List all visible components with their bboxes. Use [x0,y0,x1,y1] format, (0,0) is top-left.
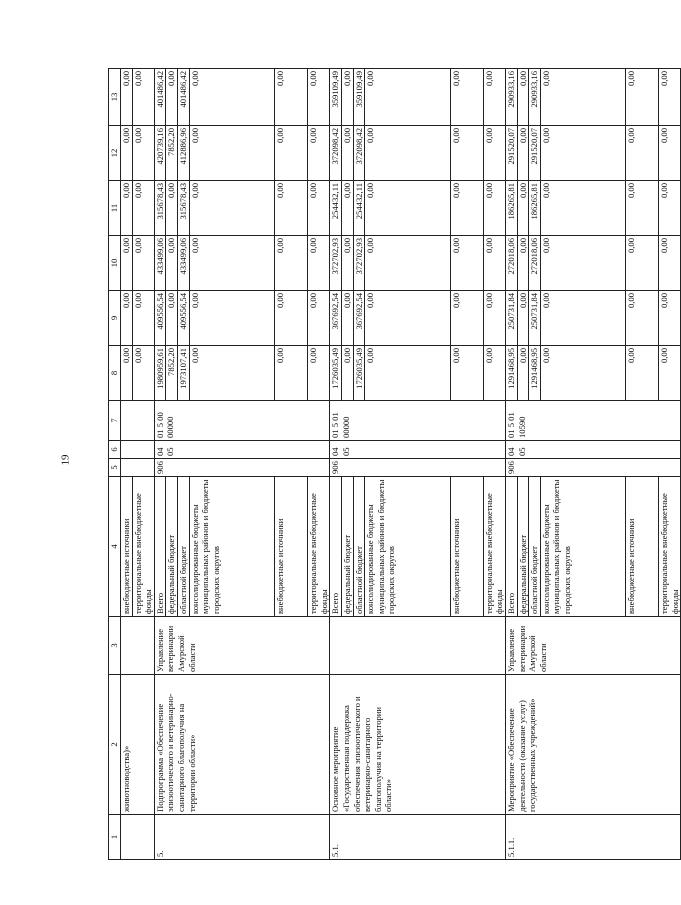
amount-cell: 0,00 [626,69,659,126]
amount-cell: 0,00 [341,181,353,236]
amount-cell: 0,00 [121,291,133,346]
amount-cell: 272018,06 [529,236,541,291]
executor-cell [330,617,506,675]
block-row [330,69,342,860]
amount-cell: 0,00 [275,69,308,126]
amount-cell: 0,00 [450,346,483,401]
amount-cell: 0,00 [189,126,275,181]
amount-cell: 0,00 [166,291,178,346]
amount-cell: 0,00 [166,236,178,291]
amount-cell: 0,00 [450,181,483,236]
source-cell: внебюджетные источники [450,477,483,617]
amount-cell: 433499,06 [177,236,189,291]
header-row [109,69,121,860]
source-cell: областной бюджет [353,477,365,617]
amount-cell: 0,00 [121,126,133,181]
amount-cell: 0,00 [450,69,483,126]
amount-cell: 433499,06 [154,236,166,291]
amount-cell: 0,00 [483,346,505,401]
source-cell: консолидированные бюджеты муниципальных районов и бюджеты городских округов [189,477,275,617]
header-cell-2: 2 [109,675,121,815]
page-number: 19 [59,454,72,466]
source-cell: внебюджетные источники [626,477,659,617]
code-cell-7 [121,401,155,441]
amount-cell: 0,00 [308,291,330,346]
header-cell-4: 4 [109,477,121,617]
source-cell: консолидированные бюджеты муниципальных районов и бюджеты городских округов [540,477,626,617]
amount-cell: 0,00 [659,126,681,181]
amount-cell: 0,00 [517,126,529,181]
code-cell-5 [121,459,155,477]
amount-cell: 0,00 [365,346,451,401]
continuation-row [121,69,133,860]
amount-cell: 0,00 [483,291,505,346]
table-body [109,69,681,860]
executor-cell [121,617,155,675]
source-cell: Всего [505,477,517,617]
amount-cell: 0,00 [275,346,308,401]
amount-cell: 0,00 [189,236,275,291]
code-cell-5: 906 [505,459,681,477]
amount-cell: 0,00 [308,181,330,236]
amount-cell: 359109,49 [330,69,342,126]
amount-cell: 0,00 [365,181,451,236]
code-cell-7: 01 5 01 00000 [330,401,506,441]
source-cell: федеральный бюджет [517,477,529,617]
amount-cell: 372098,42 [353,126,365,181]
row-number-cell: 5. [154,815,330,860]
amount-cell: 0,00 [132,69,154,126]
rotated-table-region [108,69,680,860]
source-cell: внебюджетные источники [275,477,308,617]
code-cell-5: 906 [330,459,506,477]
code-cell-6: 04 05 [330,441,506,459]
amount-cell: 0,00 [189,69,275,126]
amount-cell: 0,00 [132,126,154,181]
amount-cell: 0,00 [540,181,626,236]
code-cell-6: 04 05 [154,441,330,459]
amount-cell: 0,00 [659,291,681,346]
amount-cell: 291520,07 [529,126,541,181]
amount-cell: 0,00 [483,69,505,126]
amount-cell: 0,00 [132,181,154,236]
amount-cell: 0,00 [121,346,133,401]
amount-cell: 0,00 [308,236,330,291]
program-name-cell: Мероприятие «Обеспечение деятельности (оказание услуг) государственных учреждений» [505,675,681,815]
amount-cell: 250731,84 [505,291,517,346]
amount-cell: 0,00 [275,181,308,236]
header-cell-10: 10 [109,236,121,291]
amount-cell: 0,00 [365,69,451,126]
amount-cell: 0,00 [341,346,353,401]
code-cell-7: 01 5 00 00000 [154,401,330,441]
amount-cell: 0,00 [341,291,353,346]
amount-cell: 0,00 [483,181,505,236]
amount-cell: 0,00 [517,236,529,291]
amount-cell: 372702,93 [330,236,342,291]
source-cell: Всего [154,477,166,617]
amount-cell: 254432,11 [353,181,365,236]
amount-cell: 0,00 [365,236,451,291]
program-name-cell: животноводства)» [121,675,155,815]
amount-cell: 0,00 [341,69,353,126]
amount-cell: 0,00 [275,126,308,181]
amount-cell: 1980959,61 [154,346,166,401]
executor-cell: Управление ветеринарии Амурской области [154,617,330,675]
amount-cell: 291520,07 [505,126,517,181]
amount-cell: 0,00 [483,236,505,291]
amount-cell: 0,00 [308,346,330,401]
amount-cell: 372702,93 [353,236,365,291]
amount-cell: 367692,54 [353,291,365,346]
amount-cell: 0,00 [132,236,154,291]
amount-cell: 254432,11 [330,181,342,236]
amount-cell: 1291468,95 [505,346,517,401]
header-cell-1: 1 [109,815,121,860]
amount-cell: 0,00 [659,236,681,291]
amount-cell: 0,00 [540,346,626,401]
amount-cell: 7852,20 [166,346,178,401]
amount-cell: 0,00 [189,346,275,401]
program-name-cell: Подпрограмма «Обеспечение эпизоотического и ветеринарно-санитарного благополучия на территории области» [154,675,330,815]
row-number-cell: 5.1.1. [505,815,681,860]
amount-cell: 1726035,49 [330,346,342,401]
source-cell: внебюджетные источники [121,477,133,617]
amount-cell: 0,00 [626,346,659,401]
amount-cell: 0,00 [626,291,659,346]
amount-cell: 0,00 [341,126,353,181]
amount-cell: 0,00 [659,69,681,126]
amount-cell: 250731,84 [529,291,541,346]
header-cell-12: 12 [109,126,121,181]
header-cell-11: 11 [109,181,121,236]
amount-cell: 372098,42 [330,126,342,181]
amount-cell: 0,00 [365,126,451,181]
amount-cell: 420739,16 [154,126,166,181]
header-cell-5: 5 [109,459,121,477]
source-cell: федеральный бюджет [166,477,178,617]
amount-cell: 409556,54 [177,291,189,346]
amount-cell: 290933,16 [529,69,541,126]
source-cell: территориальные внебюджетные фонды [659,477,681,617]
amount-cell: 0,00 [450,126,483,181]
amount-cell: 0,00 [189,291,275,346]
amount-cell: 0,00 [659,346,681,401]
amount-cell: 0,00 [121,236,133,291]
amount-cell: 0,00 [517,346,529,401]
header-cell-13: 13 [109,69,121,126]
source-cell: областной бюджет [177,477,189,617]
budget-table [108,68,681,860]
amount-cell: 367692,54 [330,291,342,346]
source-cell: консолидированные бюджеты муниципальных районов и бюджеты городских округов [365,477,451,617]
block-row [505,69,517,860]
source-cell: областной бюджет [529,477,541,617]
amount-cell: 7852,20 [166,126,178,181]
source-cell: территориальные внебюджетные фонды [132,477,154,617]
amount-cell: 0,00 [540,291,626,346]
amount-cell: 0,00 [659,181,681,236]
header-cell-7: 7 [109,401,121,441]
amount-cell: 1726035,49 [353,346,365,401]
amount-cell: 0,00 [517,69,529,126]
amount-cell: 401486,42 [154,69,166,126]
amount-cell: 0,00 [540,236,626,291]
amount-cell: 0,00 [132,346,154,401]
program-name-cell: Основное мероприятие «Государственная поддержка обеспечения эпизоотического и ветеринарно-санитарного благополучия на территории области» [330,675,506,815]
amount-cell: 0,00 [450,291,483,346]
amount-cell: 359109,49 [353,69,365,126]
amount-cell: 0,00 [540,69,626,126]
amount-cell: 0,00 [308,69,330,126]
amount-cell: 0,00 [626,236,659,291]
amount-cell: 0,00 [275,236,308,291]
amount-cell: 0,00 [189,181,275,236]
amount-cell: 272018,06 [505,236,517,291]
row-number-cell: 5.1. [330,815,506,860]
amount-cell: 0,00 [626,181,659,236]
amount-cell: 0,00 [450,236,483,291]
amount-cell: 0,00 [540,126,626,181]
amount-cell: 0,00 [517,291,529,346]
amount-cell: 0,00 [121,69,133,126]
amount-cell: 290933,16 [505,69,517,126]
amount-cell: 0,00 [626,126,659,181]
code-cell-6: 04 05 [505,441,681,459]
amount-cell: 0,00 [275,291,308,346]
amount-cell: 0,00 [365,291,451,346]
code-cell-5: 906 [154,459,330,477]
header-cell-9: 9 [109,291,121,346]
amount-cell: 409556,54 [154,291,166,346]
row-number-cell [121,815,155,860]
amount-cell: 0,00 [121,181,133,236]
amount-cell: 186265,81 [505,181,517,236]
source-cell: территориальные внебюджетные фонды [308,477,330,617]
amount-cell: 0,00 [166,69,178,126]
header-cell-8: 8 [109,346,121,401]
amount-cell: 412886,96 [177,126,189,181]
amount-cell: 315678,43 [177,181,189,236]
amount-cell: 0,00 [341,236,353,291]
amount-cell: 0,00 [166,181,178,236]
source-cell: федеральный бюджет [341,477,353,617]
amount-cell: 1973107,41 [177,346,189,401]
code-cell-6 [121,441,155,459]
amount-cell: 1291468,95 [529,346,541,401]
executor-cell: Управление ветеринарии Амурской области [505,617,681,675]
header-cell-3: 3 [109,617,121,675]
source-cell: территориальные внебюджетные фонды [483,477,505,617]
amount-cell: 0,00 [517,181,529,236]
amount-cell: 0,00 [308,126,330,181]
amount-cell: 186265,81 [529,181,541,236]
source-cell: Всего [330,477,342,617]
amount-cell: 0,00 [132,291,154,346]
amount-cell: 315678,43 [154,181,166,236]
amount-cell: 0,00 [483,126,505,181]
block-row [154,69,166,860]
amount-cell: 401486,42 [177,69,189,126]
code-cell-7: 01 5 01 10590 [505,401,681,441]
header-cell-6: 6 [109,441,121,459]
